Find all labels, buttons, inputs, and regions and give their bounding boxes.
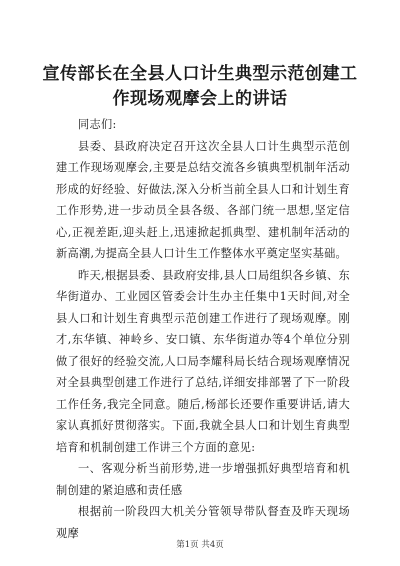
document-body [56, 114, 350, 544]
paragraph-section-1: 根据前一阶段四大机关分管领导带队督查及昨天现场观摩 [56, 505, 350, 540]
page-footer: 第1页 共4页 [176, 540, 224, 550]
document-title: 宣传部长在全县人口计生典型示范创建工作现场观摩会上的讲话 [42, 64, 358, 109]
paragraph-observation: 昨天,根据县委、县政府安排,县人口局组织各乡镇、东华街道办、工业园区管委会计生办主任集中1天时间,对全县人口和计划生育典型示范创建工作进行了现场观摩。刚才,东华镇、神岭乡、安口镇、东华街道办等4个单位分别做了很好的经验交流,人口局李耀科局长结合现场观摩情况对全县典型创建工作进行了总结,详细安排部署了下一阶段工作任务,我完全同意。随后,杨部长还要作重要讲话,请大家认真抓好贯彻落实。下面,我就全县人口和计划生育典型培育和机制创建工作讲三个方面的意见: [56, 268, 350, 454]
paragraph-intro: 县委、县政府决定召开这次全县人口计生典型示范创建工作现场观摩会,主要是总结交流各乡镇典型机制年活动形成的好经验、好做法,深入分析当前全县人口和计划生育工作形势,进一步动员全县各级、各部门统一思想,坚定信心,正视差距,迎头赶上,迅速掀起抓典型、建机制年活动的新高潮,为提高全县人口计生工作整体水平奠定坚实基础。 [56, 139, 350, 260]
section-heading-1: 一、客观分析当前形势,进一步增强抓好典型培育和机制创建的紧迫感和责任感 [56, 462, 350, 497]
salutation: 同志们: [78, 118, 117, 131]
